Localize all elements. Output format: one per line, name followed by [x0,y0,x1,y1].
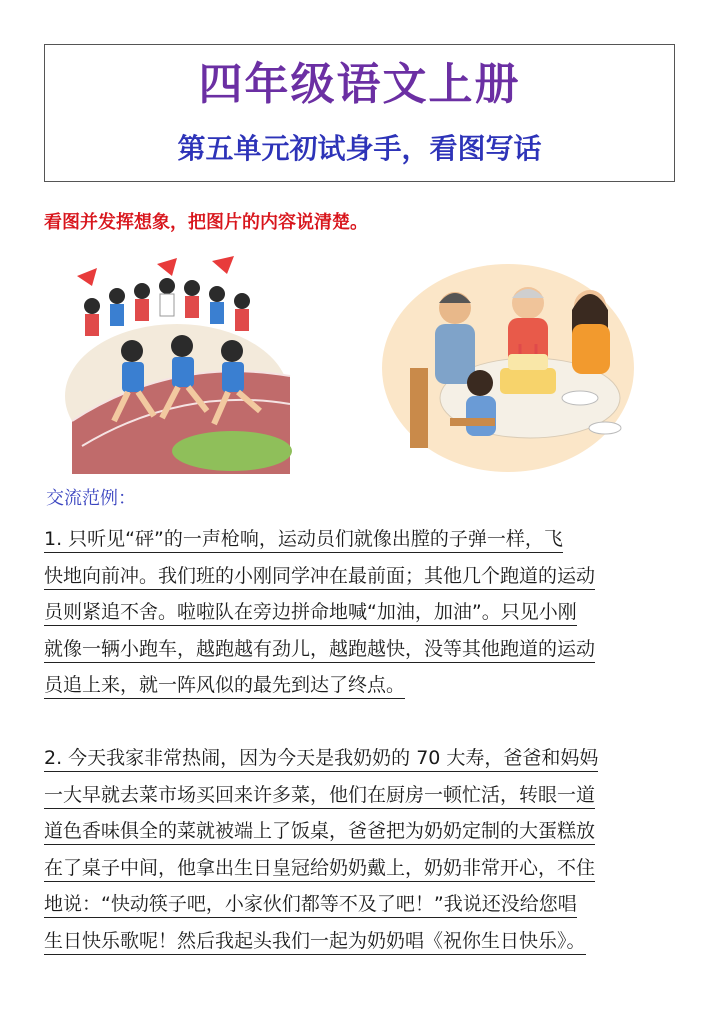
paragraph-line: 2. 今天我家非常热闹，因为今天是我奶奶的 70 大寿，爸爸和妈妈 [44,740,676,777]
page-title: 四年级语文上册 [198,59,521,110]
page-subtitle: 第五单元初试身手，看图写话 [177,132,542,165]
paragraph-line: 一大早就去菜市场买回来许多菜，他们在厨房一顿忙活，转眼一道 [44,777,676,814]
paragraph-line: 员追上来，就一阵风似的最先到达了终点。 [44,667,676,704]
paragraph-line: 员则紧追不舍。啦啦队在旁边拼命地喊“加油，加油”。只见小刚 [44,594,676,631]
example-label: 交流范例： [46,488,136,509]
paragraph-line: 在了桌子中间，他拿出生日皇冠给奶奶戴上，奶奶非常开心，不住 [44,850,676,887]
paragraph-line: 快地向前冲。我们班的小刚同学冲在最前面；其他几个跑道的运动 [44,558,676,595]
birthday-party-illustration [380,258,636,472]
paragraph-line: 地说：“快动筷子吧，小家伙们都等不及了吧！”我说还没给您唱 [44,886,676,923]
paragraph-line: 1. 只听见“砰”的一声枪响，运动员们就像出膛的子弹一样，飞 [44,521,676,558]
instruction-text: 看图并发挥想象，把图片的内容说清楚。 [44,212,368,233]
example-paragraph-2 [44,740,676,959]
paragraph-line: 生日快乐歌呢！然后我起头我们一起为奶奶唱《祝你生日快乐》。 [44,923,676,960]
running-race-illustration [62,246,292,474]
paragraph-line: 道色香味俱全的菜就被端上了饭桌，爸爸把为奶奶定制的大蛋糕放 [44,813,676,850]
paragraph-line: 就像一辆小跑车，越跑越有劲儿，越跑越快，没等其他跑道的运动 [44,631,676,668]
title-box [44,44,675,182]
example-paragraph-1 [44,521,676,704]
